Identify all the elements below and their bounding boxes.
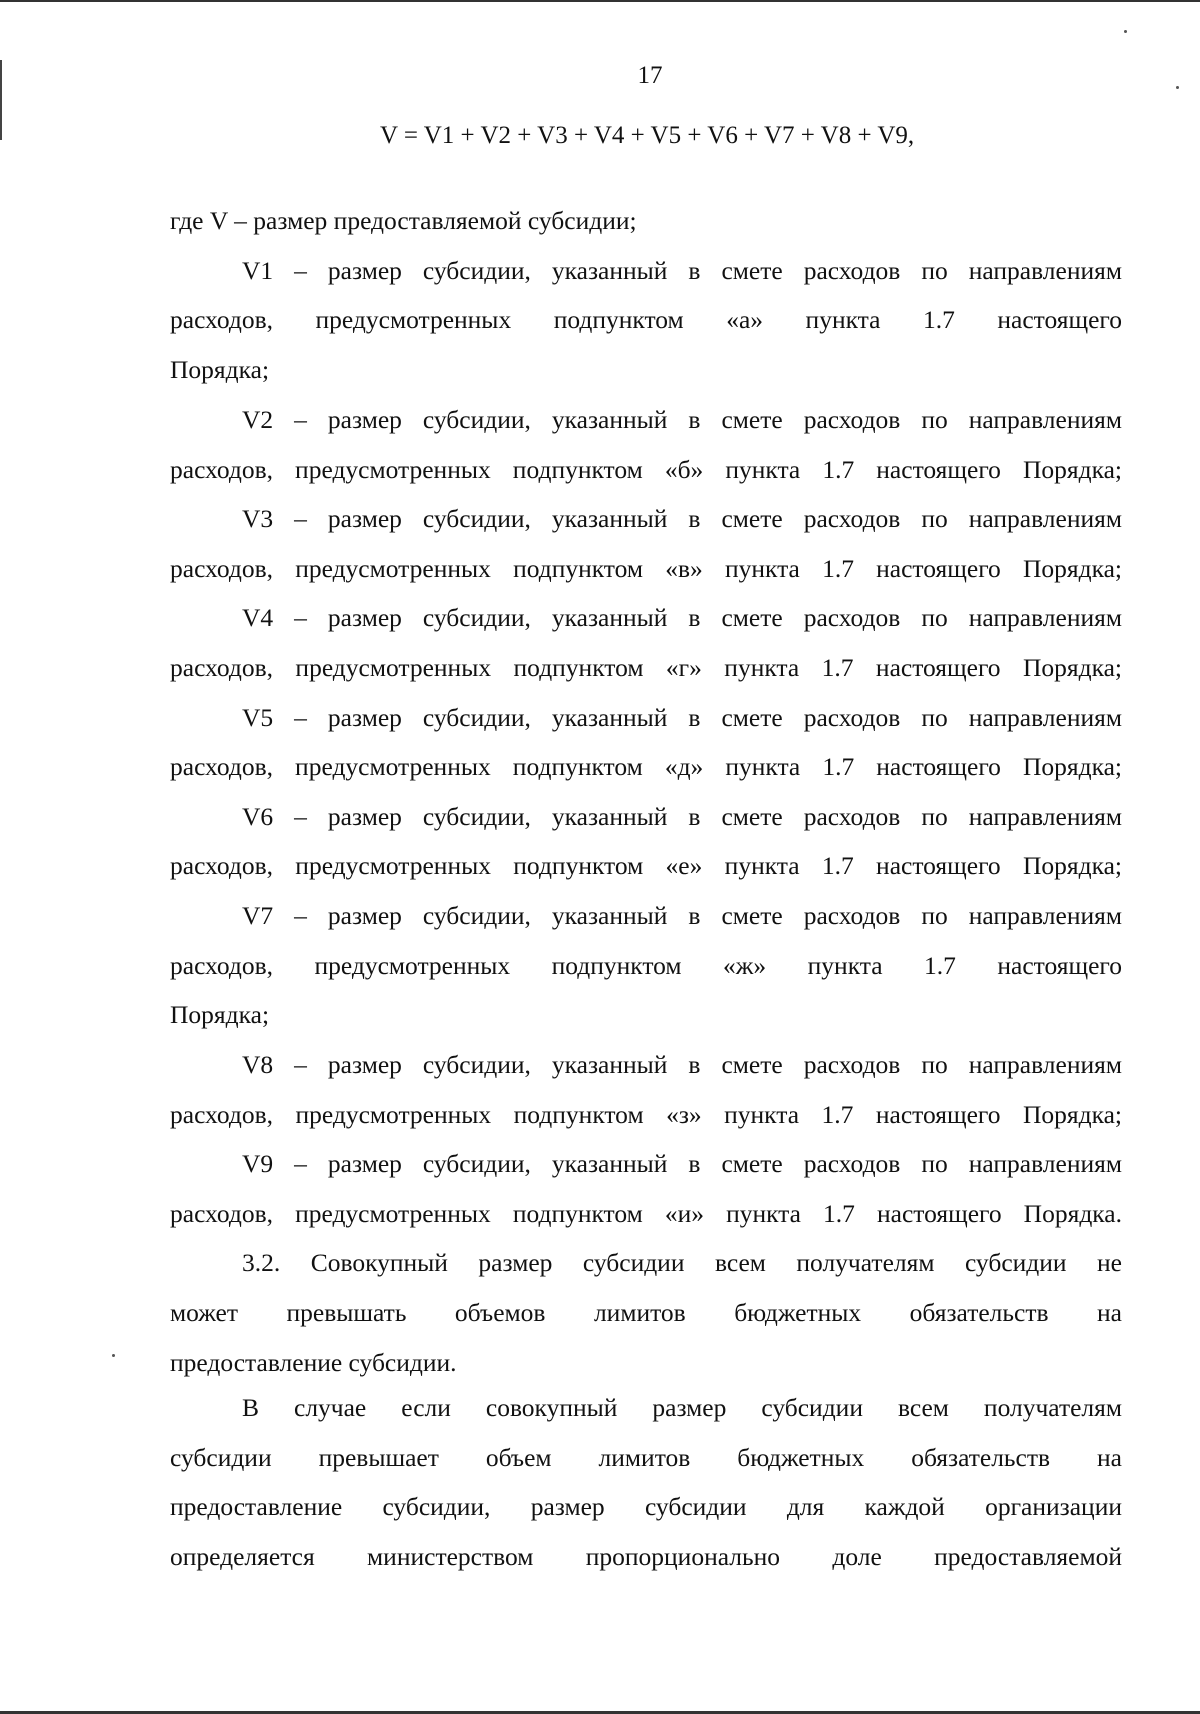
text-line: V7 – размер субсидии, указанный в смете расходов по направлениям bbox=[242, 900, 1122, 930]
text-line: где V – размер предоставляемой субсидии; bbox=[170, 206, 637, 235]
text-line: расходов, предусмотренных подпунктом «б» пункта 1.7 настоящего Порядка; bbox=[170, 454, 1122, 484]
scan-speck bbox=[1124, 30, 1127, 33]
text-line: расходов, предусмотренных подпунктом «д» пункта 1.7 настоящего Порядка; bbox=[170, 752, 1122, 782]
text-line: V1 – размер субсидии, указанный в смете расходов по направлениям bbox=[242, 255, 1122, 285]
text-line: V8 – размер субсидии, указанный в смете расходов по направлениям bbox=[242, 1050, 1122, 1079]
text-line: V2 – размер субсидии, указанный в смете расходов по направлениям bbox=[242, 405, 1122, 434]
subsidy-formula: V = V1 + V2 + V3 + V4 + V5 + V6 + V7 + V8 + V9, bbox=[380, 122, 915, 149]
text-line: Порядка; bbox=[170, 354, 270, 384]
text-line: V4 – размер субсидии, указанный в смете расходов по направлениям bbox=[242, 603, 1122, 633]
text-line: Порядка; bbox=[170, 1000, 270, 1030]
text-line: расходов, предусмотренных подпунктом «и» пункта 1.7 настоящего Порядка. bbox=[170, 1198, 1122, 1228]
text-line: субсидии превышает объем лимитов бюджетных обязательств на bbox=[170, 1442, 1122, 1472]
text-line: расходов, предусмотренных подпунктом «г» пункта 1.7 настоящего Порядка; bbox=[170, 652, 1122, 682]
text-line: определяется министерством пропорционально доле предоставляемой bbox=[170, 1541, 1122, 1571]
body-text bbox=[170, 1383, 1122, 1581]
text-line: может превышать объемов лимитов бюджетных обязательств на bbox=[170, 1297, 1122, 1327]
text-line: V5 – размер субсидии, указанный в смете расходов по направлениям bbox=[242, 702, 1122, 732]
text-line: расходов, предусмотренных подпунктом «ж» пункта 1.7 настоящего bbox=[170, 950, 1122, 980]
scan-speck bbox=[112, 1354, 115, 1357]
body-text bbox=[170, 1040, 1122, 1387]
text-line: 3.2. Совокупный размер субсидии всем получателям субсидии не bbox=[242, 1248, 1122, 1278]
text-line: расходов, предусмотренных подпунктом «е» пункта 1.7 настоящего Порядка; bbox=[170, 851, 1122, 881]
text-line: расходов, предусмотренных подпунктом «в» пункта 1.7 настоящего Порядка; bbox=[170, 553, 1122, 583]
body-text bbox=[170, 196, 1122, 394]
body-text bbox=[170, 395, 1122, 1040]
text-line: предоставление субсидии, размер субсидии для каждой организации bbox=[170, 1492, 1122, 1522]
scan-edge-top bbox=[0, 0, 1200, 2]
text-line: V9 – размер субсидии, указанный в смете расходов по направлениям bbox=[242, 1149, 1122, 1179]
text-line: предоставление субсидии. bbox=[170, 1347, 457, 1377]
text-line: V3 – размер субсидии, указанный в смете расходов по направлениям bbox=[242, 504, 1122, 534]
text-line: В случае если совокупный размер субсидии всем получателям bbox=[242, 1393, 1122, 1422]
text-line: расходов, предусмотренных подпунктом «а» пункта 1.7 настоящего bbox=[170, 305, 1122, 335]
text-line: V6 – размер субсидии, указанный в смете расходов по направлениям bbox=[242, 801, 1122, 831]
page-number: 17 bbox=[637, 62, 663, 89]
text-line: расходов, предусмотренных подпунктом «з» пункта 1.7 настоящего Порядка; bbox=[170, 1099, 1122, 1129]
